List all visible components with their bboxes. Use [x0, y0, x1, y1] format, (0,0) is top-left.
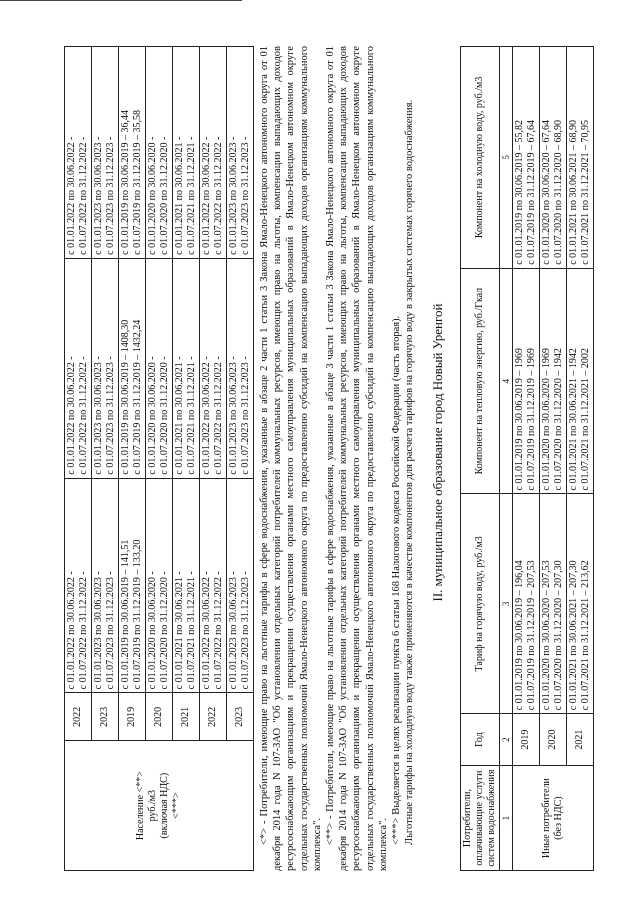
- tariff-period-value: с 01.07.2019 по 31.12.2019 – 1432,24: [132, 319, 143, 475]
- heat-component-cell: [119, 258, 146, 478]
- tariff-period-value: с 01.07.2023 по 31.12.2023 -: [105, 356, 116, 475]
- heat-component-cell: [513, 268, 540, 494]
- tariff-period-value: с 01.07.2021 по 31.12.2021 -: [186, 356, 197, 475]
- year-cell: 2020: [540, 714, 567, 766]
- tariff-period-value: с 01.01.2019 по 30.06.2019 – 141,51: [120, 539, 131, 690]
- hot-water-tariff-cell: [65, 478, 92, 693]
- footnote-2: <**> - Потребители, имеющие право на льготные тарифы в сфере водоснабжения, указанные в абзаце 3 части 1 статьи 3 Закона Ямало-Ненецкого автономного округа от 01 декабря 2014 года N 107-ЗАО "Об установлении отдельных категорий потребителей коммунальных ресурсов, имеющих право на льготы, компенсации выпадающих доходов ресурсоснабжающим организациям и прекращении осуществления органами местного самоуправления муниципальных образований в Ямало-Ненецком автономном округе отдельных государственных полномочий Ямало-Ненецкого автономного округа по предоставлению субсидий на компенсацию выпадающих доходов организациям коммунального комплекса".: [325, 46, 389, 871]
- tariff-period-value: с 01.01.2020 по 30.06.2020 – 207,53: [541, 560, 552, 711]
- tariff-period-value: с 01.07.2021 по 31.12.2021 – 213,62: [580, 560, 591, 711]
- hot-water-tariff-cell: [119, 478, 146, 693]
- col-number: 5: [500, 47, 513, 269]
- footnote-1: <*> - Потребители, имеющие право на льготные тарифы в сфере водоснабжения, указанные в абзаце 2 части 1 статьи 3 Закона Ямало-Ненецкого автономного округа от 01 декабря 2014 года N 107-ЗАО "Об установлении отдельных категорий потребителей коммунальных ресурсов, имеющих право на льготы, компенсации выпадающих доходов ресурсоснабжающим организациям и прекращении осуществления органами местного самоуправления муниципальных образований в Ямало-Ненецком автономном округе отдельных государственных полномочий Ямало-Ненецкого автономного округа по предоставлению субсидий на компенсацию выпадающих доходов организациям коммунального комплекса".: [259, 46, 323, 871]
- cold-component-cell: [146, 47, 173, 259]
- consumer-cell: [513, 766, 594, 871]
- tariff-period-value: с 01.01.2019 по 30.06.2019 – 1969: [514, 348, 525, 491]
- tariff-period-value: с 01.01.2021 по 30.06.2021 – 68,90: [568, 119, 579, 265]
- section-heading: II. муниципальное образование город Новый Уренгой: [430, 303, 445, 602]
- col-number: 2: [500, 714, 513, 766]
- heat-component-cell: [173, 258, 200, 478]
- year-cell: 2019: [119, 693, 146, 741]
- tariff-period-value: с 01.01.2021 по 30.06.2021 -: [174, 356, 185, 475]
- tariff-period-value: с 01.07.2022 по 31.12.2022 -: [213, 571, 224, 690]
- heat-component-cell: [92, 258, 119, 478]
- tariff-period-value: с 01.01.2023 по 30.06.2023 -: [93, 356, 104, 475]
- tariff-period-value: с 01.07.2022 по 31.12.2022 -: [78, 136, 89, 255]
- tariff-period-value: с 01.01.2019 по 30.06.2019 – 36,44: [120, 110, 131, 255]
- table-row: [567, 47, 594, 871]
- tariff-period-value: с 01.01.2022 по 30.06.2022 -: [201, 136, 212, 255]
- tariff-period-value: с 01.07.2023 по 31.12.2023 -: [105, 136, 116, 255]
- header-consumers: Потребители, оплачивающие услуги систем водоснабжения: [461, 766, 500, 871]
- tariff-period-value: с 01.07.2020 по 31.12.2020 -: [159, 356, 170, 475]
- tariff-period-value: с 01.01.2020 по 30.06.2020 – 1969: [541, 348, 552, 491]
- tariff-period-value: с 01.07.2021 по 31.12.2021 -: [186, 571, 197, 690]
- header-heat-component: Компонент на тепловую энергию, руб./Гкал: [461, 268, 500, 494]
- footnote-3: <***> Выделяется в целях реализации пункта 6 статьи 168 Налогового кодекса Российской Федерации (часть вторая).: [391, 315, 403, 845]
- tariff-period-value: с 01.01.2022 по 30.06.2022 -: [201, 356, 212, 475]
- tariff-period-value: с 01.01.2019 по 30.06.2019 – 55,82: [514, 119, 525, 265]
- tariff-period-value: с 01.07.2020 по 31.12.2020 -: [159, 571, 170, 690]
- tariff-period-value: с 01.07.2022 по 31.12.2022 -: [213, 136, 224, 255]
- hot-water-tariff-cell: [567, 494, 594, 714]
- tariff-period-value: с 01.07.2020 по 31.12.2020 -: [159, 136, 170, 255]
- consumer-cell: [65, 741, 254, 871]
- col-number: 4: [500, 268, 513, 494]
- table-row: [65, 47, 92, 871]
- tariff-period-value: с 01.01.2020 по 30.06.2020 – 67,64: [541, 119, 552, 265]
- tariff-period-value: с 01.07.2023 по 31.12.2023 -: [240, 571, 251, 690]
- year-cell: 2020: [146, 693, 173, 741]
- heat-component-cell: [146, 258, 173, 478]
- table-row: [540, 47, 567, 871]
- hot-water-tariff-cell: [513, 494, 540, 714]
- heat-component-cell: [567, 268, 594, 494]
- year-cell: 2022: [65, 693, 92, 741]
- heat-component-cell: [540, 268, 567, 494]
- tariff-table-population: [64, 46, 254, 871]
- consumer-label: (без НДС): [553, 796, 564, 840]
- tariff-period-value: с 01.01.2019 по 30.06.2019 – 196,04: [514, 560, 525, 711]
- tariff-period-value: с 01.01.2020 по 30.06.2020 -: [147, 356, 158, 475]
- cold-component-cell: [513, 47, 540, 269]
- tariff-period-value: с 01.07.2023 по 31.12.2023 -: [240, 136, 251, 255]
- header-cold-component: Компонент на холодную воду, руб./м3: [461, 47, 500, 269]
- consumer-label: (включая НДС): [159, 772, 170, 839]
- footnote-4: Льготные тарифы на холодную воду также применяются в качестве компонентов для расчета тарифов на горячую воду в закрытых системах горячего водоснабжения.: [404, 99, 416, 845]
- cold-component-cell: [92, 47, 119, 259]
- tariff-period-value: с 01.07.2023 по 31.12.2023 -: [105, 571, 116, 690]
- tariff-period-value: с 01.01.2023 по 30.06.2023 -: [228, 571, 239, 690]
- tariff-period-value: с 01.07.2020 по 31.12.2020 – 68,90: [553, 119, 564, 265]
- hot-water-tariff-cell: [173, 478, 200, 693]
- consumer-label: Иные потребители: [541, 778, 552, 859]
- tariff-period-value: с 01.07.2019 по 31.12.2019 – 1969: [526, 348, 537, 491]
- tariff-period-value: с 01.01.2022 по 30.06.2022 -: [66, 356, 77, 475]
- tariff-period-value: с 01.01.2021 по 30.06.2021 – 1942: [568, 348, 579, 491]
- footnotes: [258, 46, 416, 871]
- tariff-period-value: с 01.01.2021 по 30.06.2021 -: [174, 136, 185, 255]
- hot-water-tariff-cell: [227, 478, 254, 693]
- tariff-period-value: с 01.07.2019 по 31.12.2019 – 67,64: [526, 119, 537, 265]
- tariff-period-value: с 01.01.2023 по 30.06.2023 -: [93, 571, 104, 690]
- tariff-period-value: с 01.01.2022 по 30.06.2022 -: [66, 136, 77, 255]
- tariff-period-value: с 01.07.2022 по 31.12.2022 -: [213, 356, 224, 475]
- tariff-period-value: с 01.07.2020 по 31.12.2020 – 207,30: [553, 560, 564, 711]
- tariff-period-value: с 01.07.2019 по 31.12.2019 – 35,58: [132, 110, 143, 255]
- cold-component-cell: [173, 47, 200, 259]
- cold-component-cell: [65, 47, 92, 259]
- tariff-period-value: с 01.01.2020 по 30.06.2020 -: [147, 136, 158, 255]
- consumer-label: <***>: [171, 792, 182, 819]
- year-cell: 2023: [227, 693, 254, 741]
- heat-component-cell: [65, 258, 92, 478]
- tariff-period-value: с 01.07.2021 по 31.12.2021 – 70,95: [580, 119, 591, 265]
- column-number-row: [500, 47, 513, 871]
- col-number: 3: [500, 494, 513, 714]
- col-number: 1: [500, 766, 513, 871]
- cold-component-cell: [540, 47, 567, 269]
- tariff-period-value: с 01.01.2019 по 30.06.2019 – 1408,30: [120, 319, 131, 475]
- tariff-period-value: с 01.07.2020 по 31.12.2020 – 1942: [553, 348, 564, 491]
- table-header-row: [461, 47, 500, 871]
- tariff-period-value: с 01.01.2020 по 30.06.2020 -: [147, 571, 158, 690]
- hot-water-tariff-cell: [146, 478, 173, 693]
- cold-component-cell: [567, 47, 594, 269]
- consumer-label: Население <**>: [135, 771, 146, 841]
- header-year: Год: [461, 714, 500, 766]
- cold-component-cell: [200, 47, 227, 259]
- tariff-period-value: с 01.01.2023 по 30.06.2023 -: [93, 136, 104, 255]
- tariff-period-value: с 01.01.2023 по 30.06.2023 -: [228, 356, 239, 475]
- tariff-table-novy-urengoy: [460, 46, 594, 871]
- hot-water-tariff-cell: [200, 478, 227, 693]
- cold-component-cell: [119, 47, 146, 259]
- tariff-period-value: с 01.07.2023 по 31.12.2023 -: [240, 356, 251, 475]
- hot-water-tariff-cell: [540, 494, 567, 714]
- consumer-label: руб./м3: [147, 789, 158, 822]
- tariff-period-value: с 01.07.2019 по 31.12.2019 – 207,53: [526, 560, 537, 711]
- heat-component-cell: [200, 258, 227, 478]
- tariff-period-value: с 01.01.2022 по 30.06.2022 -: [201, 571, 212, 690]
- year-cell: 2019: [513, 714, 540, 766]
- heat-component-cell: [227, 258, 254, 478]
- table-row: [513, 47, 540, 871]
- year-cell: 2021: [567, 714, 594, 766]
- year-cell: 2021: [173, 693, 200, 741]
- tariff-period-value: с 01.07.2022 по 31.12.2022 -: [78, 571, 89, 690]
- tariff-period-value: с 01.07.2019 по 31.12.2019 – 133,20: [132, 539, 143, 690]
- tariff-period-value: с 01.01.2022 по 30.06.2022 -: [66, 571, 77, 690]
- tariff-period-value: с 01.01.2023 по 30.06.2023 -: [228, 136, 239, 255]
- tariff-period-value: с 01.07.2022 по 31.12.2022 -: [78, 356, 89, 475]
- year-cell: 2022: [200, 693, 227, 741]
- cold-component-cell: [227, 47, 254, 259]
- tariff-period-value: с 01.07.2021 по 31.12.2021 – 2002: [580, 348, 591, 491]
- tariff-period-value: с 01.01.2021 по 30.06.2021 – 207,30: [568, 560, 579, 711]
- header-hot-water: Тариф на горячую воду, руб./м3: [461, 494, 500, 714]
- tariff-period-value: с 01.01.2021 по 30.06.2021 -: [174, 571, 185, 690]
- year-cell: 2023: [92, 693, 119, 741]
- hot-water-tariff-cell: [92, 478, 119, 693]
- tariff-period-value: с 01.07.2021 по 31.12.2021 -: [186, 136, 197, 255]
